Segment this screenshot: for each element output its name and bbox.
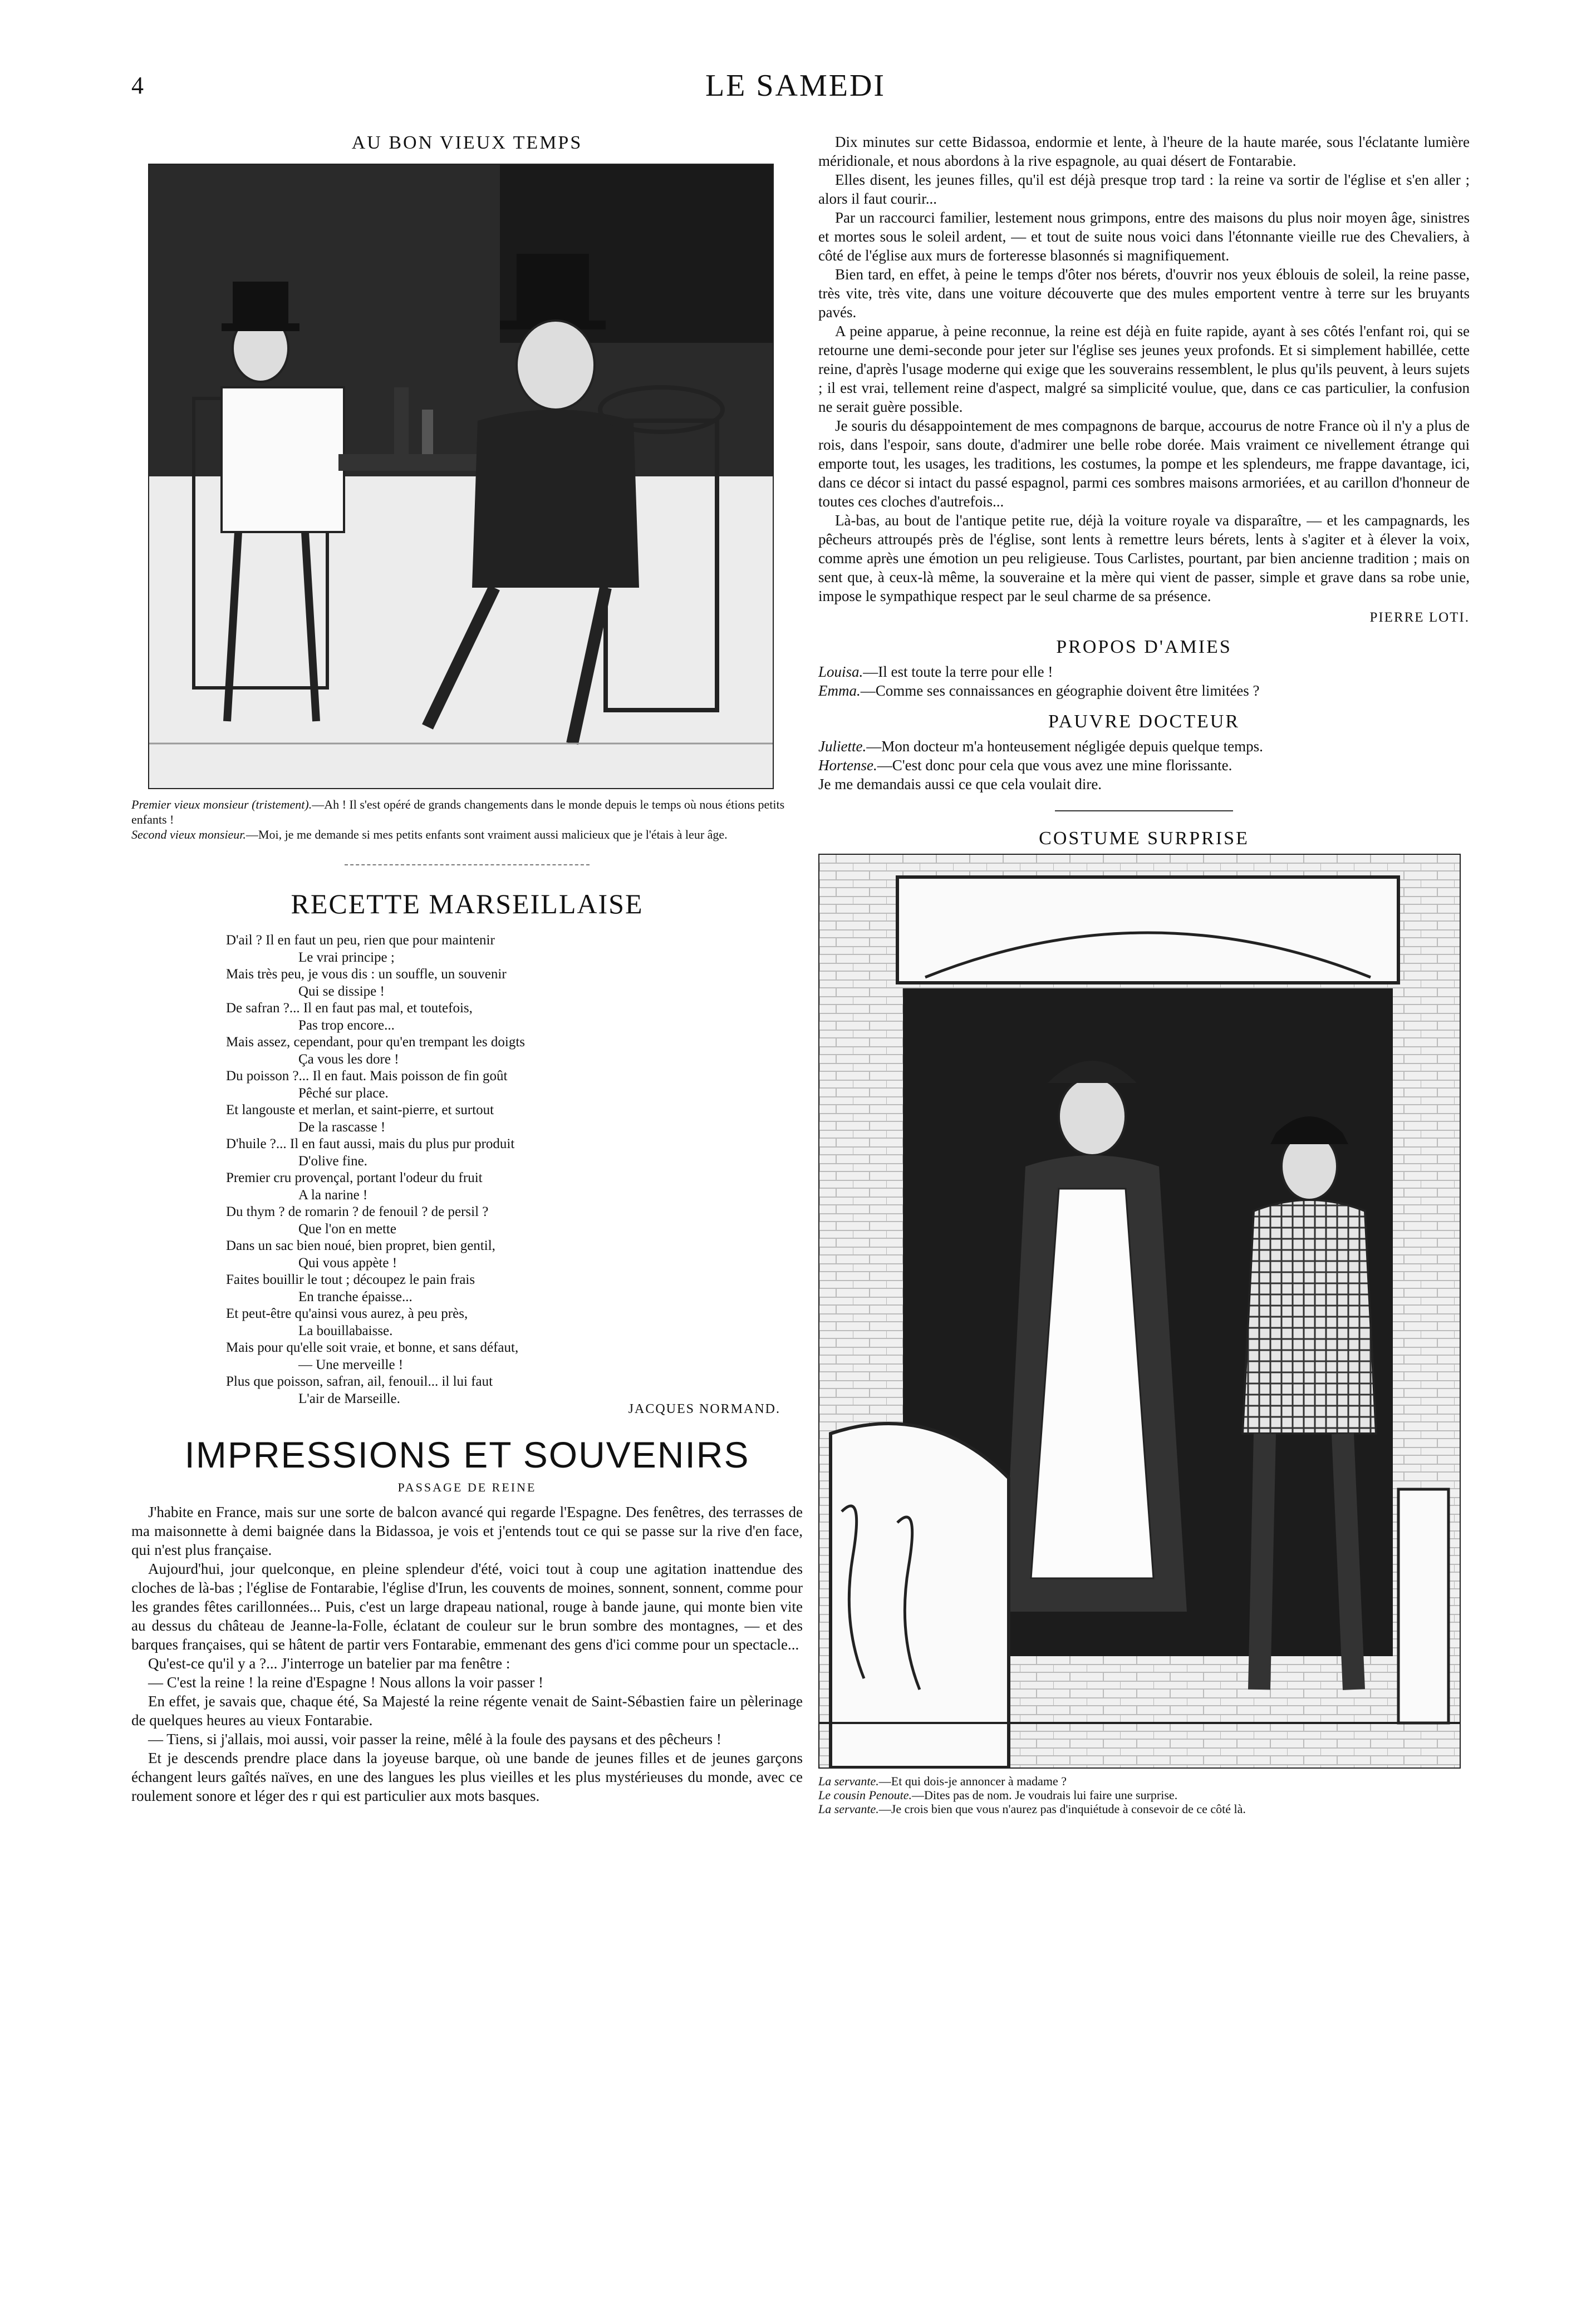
dialog-line xyxy=(818,756,1470,775)
maid-and-visitor-drawing xyxy=(819,855,1460,1767)
caption-line xyxy=(818,1774,1470,1788)
dialog-speaker: Emma. xyxy=(818,682,861,699)
caption-text: —Je crois bien que vous n'aurez pas d'inquiétude à consevoir de ce côté là. xyxy=(878,1802,1246,1816)
poem-line: Et langouste et merlan, et saint-pierre, et surtout xyxy=(226,1102,494,1117)
poem-line: Du poisson ?... Il en faut. Mais poisson de fin goût xyxy=(226,1069,508,1084)
paragraph: Je souris du désappointement de mes compagnons de barque, accourus de notre France où il n'y a plus de rois, dans l'espoir, sans doute, d'admirer une belle robe dorée. Mais vraiment ce nivellement étrange qui emporte tout, les usages, les traditions, les costumes, la pompe et les splendeurs, me frappe davantage, ici, dans ce décor si intact du passé espagnol, parmi ces sombres maisons armoriées, et au carillon d'honneur de toutes ces cloches d'autrefois... xyxy=(818,417,1470,510)
dialog-text: —C'est donc pour cela que vous avez une mine florissante. xyxy=(877,757,1232,774)
poem-line: Du thym ? de romarin ? de fenouil ? de persil ? xyxy=(226,1204,489,1219)
dialog-text: —Mon docteur m'a honteusement négligée depuis quelque temps. xyxy=(866,738,1263,755)
costume-title: COSTUME SURPRISE xyxy=(1039,828,1249,849)
poem-line: De safran ?... Il en faut pas mal, et toutefois, xyxy=(226,1001,473,1016)
bon-vieux-temps-caption xyxy=(131,797,803,842)
poem-line: Plus que poisson, safran, ail, fenouil... il lui faut xyxy=(226,1374,493,1389)
paragraph: Elles disent, les jeunes filles, qu'il est déjà presque trop tard : la reine va sortir de l'église et s'en aller ; alors il faut courir... xyxy=(818,171,1470,207)
propos-title: PROPOS D'AMIES xyxy=(1056,637,1232,657)
caption-speaker: La servante. xyxy=(818,1802,879,1816)
paragraph: Aujourd'hui, jour quelconque, en pleine splendeur d'été, voici tout à coup une agitation inattendue des cloches de là-bas ; l'église de Fontarabie, l'église d'Irun, les couvents de moines, sonnent, sonnent, comme pour les grandes fêtes carillonnées... Puis, c'est un large drapeau national, rouge à bande jaune, qui monte bien vite au dessus du château de Jeanne-la-Folle, éclatant de couleur sur le brun sombre des montagnes, — et des barques françaises, qui se hâtent de partir vers Fontarabie, emmenant des gens d'ici comme pour un spectacle... xyxy=(131,1560,803,1653)
section-divider xyxy=(345,864,590,865)
poem-line: Mais pour qu'elle soit vraie, et bonne, et sans défaut, xyxy=(226,1340,519,1355)
poem-line: Dans un sac bien noué, bien propret, bien gentil, xyxy=(226,1238,495,1253)
paragraph: En effet, je savais que, chaque été, Sa Majesté la reine régente venait de Saint-Sébastien faire un pèlerinage de quelques heures au vieux Fontarabie. xyxy=(131,1693,803,1729)
poem-line: Et peut-être qu'ainsi vous aurez, à peu près, xyxy=(226,1306,468,1321)
paragraph: Par un raccourci familier, lestement nous grimpons, entre des maisons du plus noir moyen âge, sinistres et mortes sous le soleil ardent, — et tout de suite nous voici dans l'étonnante vieille rue des Chevaliers, à côté de l'église aux murs de forteresse blasonnés si magnifiquement. xyxy=(818,209,1470,264)
poem-line: L'air de Marseille. xyxy=(298,1391,400,1406)
poem-line: De la rascasse ! xyxy=(298,1119,386,1135)
impressions-text-right xyxy=(818,132,1470,605)
costume-illustration xyxy=(818,854,1461,1769)
bon-vieux-temps-illustration xyxy=(148,164,774,789)
impressions-subtitle: PASSAGE DE REINE xyxy=(397,1480,537,1494)
poem-line: Premier cru provençal, portant l'odeur du fruit xyxy=(226,1170,483,1185)
poem-line: D'ail ? Il en faut un peu, rien que pour maintenir xyxy=(226,933,495,948)
recette-title: RECETTE MARSEILLAISE xyxy=(291,888,644,919)
caption-speaker: Premier vieux monsieur (tristement). xyxy=(131,797,312,811)
caption-line xyxy=(818,1802,1470,1816)
poem-line: En tranche épaisse... xyxy=(298,1289,413,1304)
dialog-line xyxy=(818,737,1470,756)
dialog-speaker: Hortense. xyxy=(818,757,877,774)
poem-line: Qui vous appète ! xyxy=(298,1255,397,1271)
impressions-signature: PIERRE LOTI. xyxy=(1369,610,1470,625)
caption-speaker: Le cousin Penoute. xyxy=(818,1788,912,1802)
poem-line: D'olive fine. xyxy=(298,1153,367,1169)
dialog-line xyxy=(818,681,1470,700)
paragraph: Et je descends prendre place dans la joyeuse barque, où une bande de jeunes filles et de jeunes garçons échangent leurs gaîtés naïves, en une des langues les plus vieilles et les plus mystérieuses du monde, avec ce roulement sonore et léger des r qui est particulier aux mots basques. xyxy=(131,1750,803,1804)
dialog-text: —Comme ses connaissances en géographie doivent être limitées ? xyxy=(860,682,1260,699)
right-column xyxy=(818,132,1470,1816)
poem-line: La bouillabaisse. xyxy=(298,1323,393,1338)
poem-line: Faites bouillir le tout ; découpez le pain frais xyxy=(226,1272,475,1287)
poem-line: Pas trop encore... xyxy=(298,1017,395,1033)
left-column xyxy=(131,132,803,1805)
page-number: 4 xyxy=(131,72,144,99)
paragraph: Là-bas, au bout de l'antique petite rue, déjà la voiture royale va disparaître, — et les campagnards, les pêcheurs attroupés près de l'église, sont lents à remettre leurs bérets, lents à s'agiter et à élever la voix, comme après une émotion un peu religieuse. Tous Carlistes, pourtant, par bien ancienne tradition ; mais on sent que, à ceux-là même, la souveraine et la mère qui vient de passer, simple et grave dans sa robe unie, impose le sympathique respect par le seul charme de sa présence. xyxy=(818,512,1470,604)
poem-line: Pêché sur place. xyxy=(298,1085,389,1101)
propos-dialog xyxy=(818,662,1470,700)
paragraph: Dix minutes sur cette Bidassoa, endormie et lente, à l'heure de la haute marée, sous l'éclatante lumière méridionale, et nous abordons à la rive espagnole, au quai désert de Fontarabie. xyxy=(818,134,1470,169)
poem-line: Que l'on en mette xyxy=(298,1221,396,1237)
caption-speaker: Second vieux monsieur. xyxy=(131,828,246,841)
paragraph: Qu'est-ce qu'il y a ?... J'interroge un batelier par ma fenêtre : xyxy=(148,1655,510,1672)
poem-line: Mais très peu, je vous dis : un souffle, un souvenir xyxy=(226,967,507,982)
paragraph: — C'est la reine ! la reine d'Espagne ! Nous allons la voir passer ! xyxy=(148,1674,544,1691)
caption-line-1 xyxy=(131,797,803,827)
masthead: LE SAMEDI xyxy=(705,68,886,103)
caption-text: —Ah ! Il s'est opéré de grands changements dans le monde depuis le temps où nous étions petits enfants ! xyxy=(131,797,785,826)
paragraph: A peine apparue, à peine reconnue, la reine est déjà en fuite rapide, ayant à ses côtés l'enfant roi, qui se retourne une demi-seconde pour jeter sur l'église ses jeunes yeux profonds. Et si simplement habillée, cette reine, d'après l'usage moderne qui exige que les souverains ressemblent, le plus qu'ils peuvent, à leurs sujets ; il est vrai, tellement reine d'aspect, malgré sa simplicité voulue, que, dans ce cas particulier, la confusion ne serait guère possible. xyxy=(818,323,1470,415)
caption-text: —Et qui dois-je annoncer à madame ? xyxy=(878,1774,1067,1788)
caption-speaker: La servante. xyxy=(818,1774,879,1788)
dialog-text: Je me demandais aussi ce que cela voulait dire. xyxy=(818,776,1102,792)
two-old-gentlemen-drawing xyxy=(149,165,773,788)
recette-poem xyxy=(226,932,803,1407)
recette-author: JACQUES NORMAND. xyxy=(628,1402,780,1416)
poem-line: D'huile ?... Il en faut aussi, mais du plus pur produit xyxy=(226,1136,515,1151)
docteur-title: PAUVRE DOCTEUR xyxy=(1048,711,1240,732)
section-divider xyxy=(1055,810,1233,811)
dialog-speaker: Juliette. xyxy=(818,738,867,755)
caption-text: —Moi, je me demande si mes petits enfants sont vraiment aussi malicieux que je l'étais à leur âge. xyxy=(245,828,728,841)
poem-line: Ça vous les dore ! xyxy=(298,1051,399,1067)
bon-vieux-temps-title: AU BON VIEUX TEMPS xyxy=(351,132,583,153)
poem-line: Qui se dissipe ! xyxy=(298,983,385,999)
dialog-line xyxy=(818,662,1470,681)
dialog-speaker: Louisa. xyxy=(818,663,863,680)
impressions-title: IMPRESSIONS ET SOUVENIRS xyxy=(184,1434,750,1475)
impressions-text-left xyxy=(131,1503,803,1805)
caption-text: —Dites pas de nom. Je voudrais lui faire une surprise. xyxy=(912,1788,1178,1802)
poem-line: Mais assez, cependant, pour qu'en trempant les doigts xyxy=(226,1035,525,1050)
paragraph: — Tiens, si j'allais, moi aussi, voir passer la reine, mêlé à la foule des paysans et des pêcheurs ! xyxy=(148,1731,721,1747)
dialog-text: —Il est toute la terre pour elle ! xyxy=(863,663,1053,680)
poem-line: Le vrai principe ; xyxy=(298,949,395,965)
costume-caption xyxy=(818,1774,1470,1816)
caption-line-2 xyxy=(131,827,803,842)
poem-line: A la narine ! xyxy=(298,1187,368,1203)
poem-line: — Une merveille ! xyxy=(298,1357,404,1372)
paragraph: Bien tard, en effet, à peine le temps d'ôter nos bérets, d'ouvrir nos yeux éblouis de soleil, la reine passe, très vite, très vite, dans une voiture découverte que des mules emportent ventre à terre sur les bruyants pavés. xyxy=(818,266,1470,321)
paragraph: J'habite en France, mais sur une sorte de balcon avancé qui regarde l'Espagne. Des fenêtres, des terrasses de ma maisonnette à demi baignée dans la Bidassoa, je vois et j'entends tout ce qui se passe sur la rive d'en face, qui n'est plus française. xyxy=(131,1504,803,1558)
docteur-dialog xyxy=(818,737,1470,794)
caption-line xyxy=(818,1788,1470,1802)
dialog-line xyxy=(818,775,1470,794)
